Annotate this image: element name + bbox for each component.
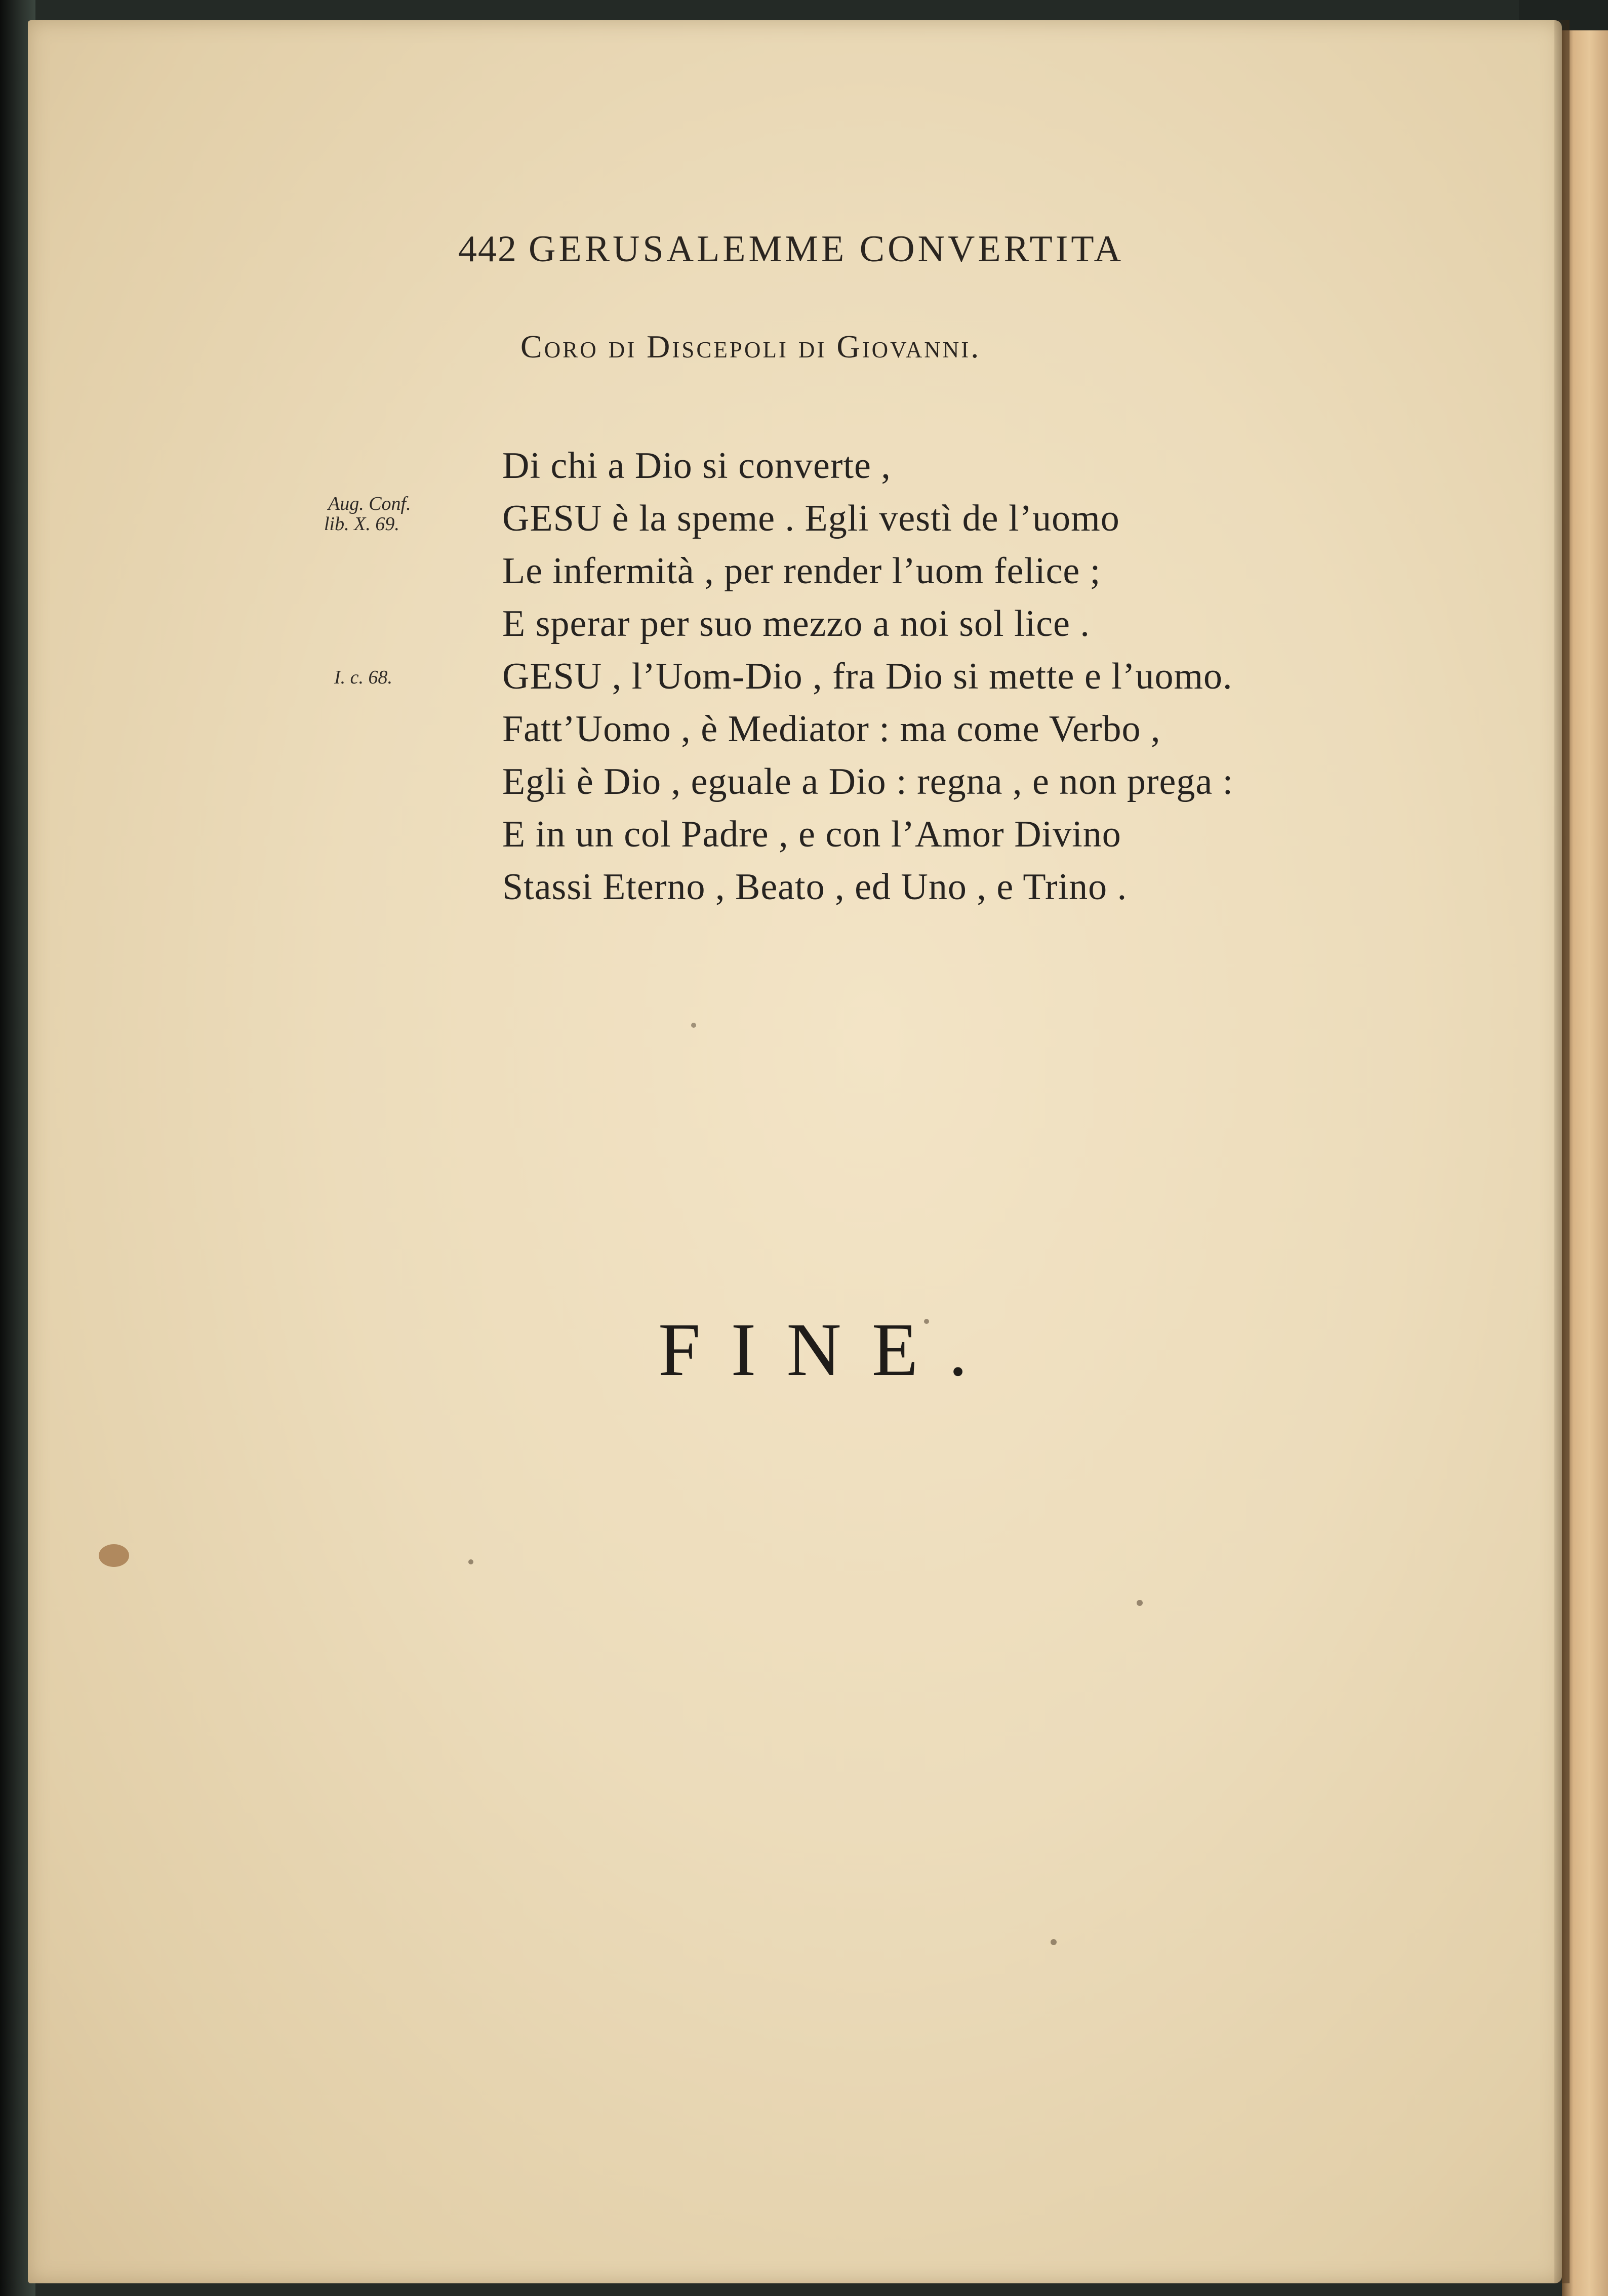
verse-line: E sperar per suo mezzo a noi sol lice . xyxy=(502,603,1090,645)
margin-note xyxy=(324,494,411,534)
verse-line: Stassi Eterno , Beato , ed Uno , e Trino . xyxy=(502,866,1128,908)
ink-stain xyxy=(99,1544,129,1567)
verse-line: GESU è la speme . Egli vestì de l’uomo xyxy=(502,498,1120,539)
paper-speck xyxy=(1051,1939,1057,1945)
running-title: GERUSALEMME CONVERTITA xyxy=(529,228,1124,270)
verse-line: Egli è Dio , eguale a Dio : regna , e non prega : xyxy=(502,761,1234,802)
margin-note-line: lib. X. 69. xyxy=(324,513,399,535)
margin-note xyxy=(334,667,392,688)
verse-line: E in un col Padre , e con l’Amor Divino xyxy=(502,814,1121,855)
verse-line: Di chi a Dio si converte , xyxy=(502,445,891,487)
paper-speck xyxy=(468,1559,473,1564)
margin-note-line: I. c. 68. xyxy=(334,667,393,688)
page-number: 442 xyxy=(458,228,517,270)
verse-line: Fatt’Uomo , è Mediator : ma come Verbo , xyxy=(502,708,1161,750)
verse-line: GESU , l’Uom-Dio , fra Dio si mette e l’uomo. xyxy=(502,656,1233,697)
paper-speck xyxy=(691,1023,696,1028)
section-heading: Coro di Discepoli di Giovanni. xyxy=(520,329,981,365)
verse-line: Le infermità , per render l’uom felice ; xyxy=(502,550,1101,592)
page-gutter-shadow xyxy=(1554,20,1570,2283)
running-header xyxy=(458,228,1124,271)
end-mark: FINE. xyxy=(658,1308,998,1392)
paper-speck xyxy=(1137,1600,1143,1606)
margin-note-line: Aug. Conf. xyxy=(328,493,411,514)
